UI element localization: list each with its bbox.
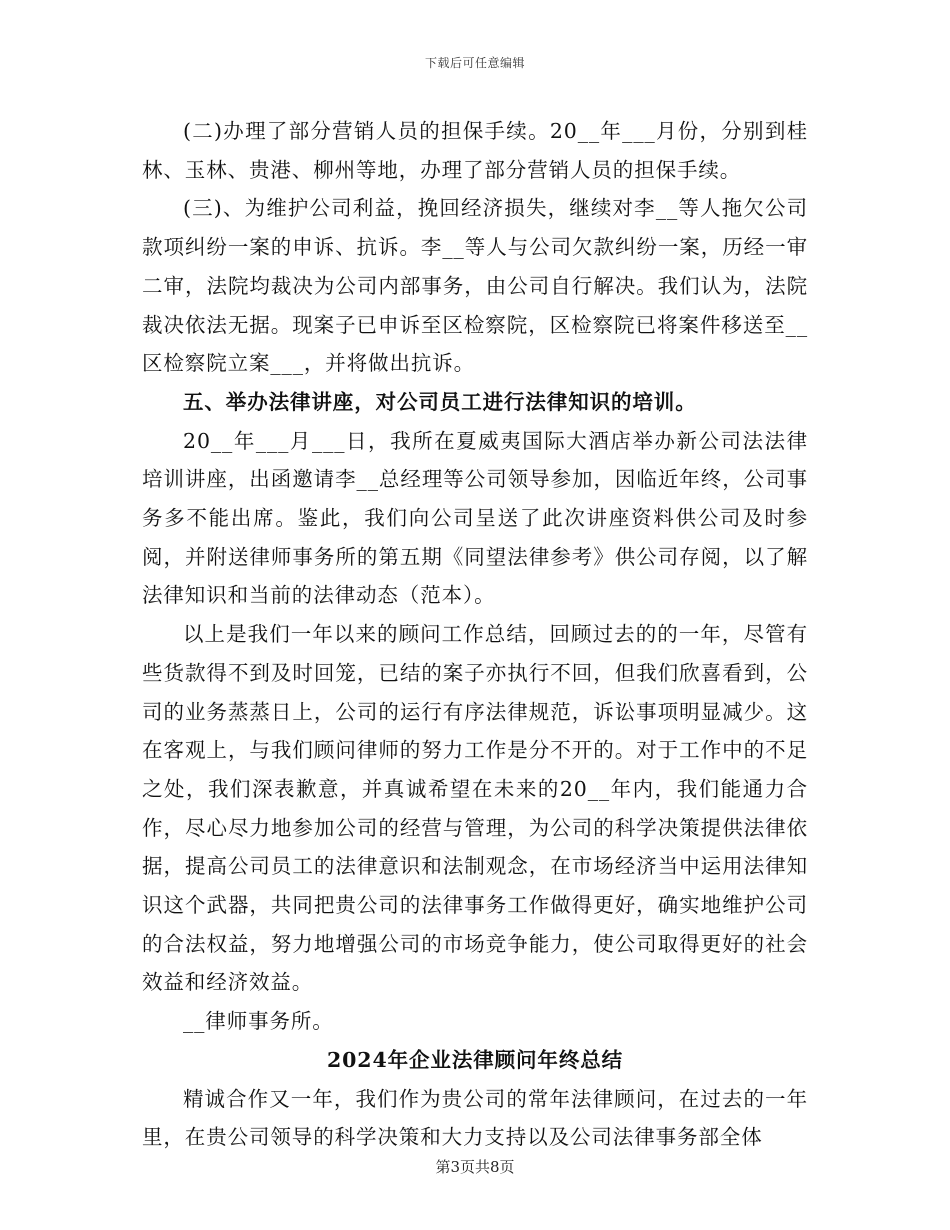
document-body [142, 112, 808, 1157]
paragraph-signature: __律师事务所。 [183, 1009, 334, 1034]
paragraph-appeal-case: (三)、为维护公司利益，挽回经济损失，继续对李__等人拖欠公司款项纠纷一案的申诉、抗诉。李__等人与公司欠款纠纷一案，历经一审二审，法院均裁决为公司内部事务，由公司自行解决。我们认为，法院裁决依法无据。现案子已申诉至区检察院，区检察院已将案件移送至__区检察院立案___，并将做出抗诉。 [142, 196, 808, 376]
page-number-footer: 第3页共8页 [435, 1158, 515, 1176]
paragraph-summary: 以上是我们一年以来的顾问工作总结，回顾过去的的一年，尽管有些货款得不到及时回笼，已结的案子亦执行不回，但我们欣喜看到，公司的业务蒸蒸日上，公司的运行有序法律规范，诉讼事项明显减少。这在客观上，与我们顾问律师的努力工作是分不开的。对于工作中的不足之处，我们深表歉意，并真诚希望在未来的20__年内，我们能通力合作，尽心尽力地参加公司的经营与管理，为公司的科学决策提供法律依据，提高公司员工的法律意识和法制观念，在市场经济当中运用法律知识这个武器，共同把贵公司的法律事务工作做得更好，确实地维护公司的合法权益，努力地增强公司的市场竞争能力，使公司取得更好的社会效益和经济效益。 [142, 622, 808, 995]
page-header: 下载后可任意编辑 [424, 56, 525, 70]
document-section-title: 2024年企业法律顾问年终总结 [326, 1047, 624, 1072]
paragraph-intro: 精诚合作又一年，我们作为贵公司的常年法律顾问，在过去的一年里，在贵公司领导的科学决策和大力支持以及公司法律事务部全体 [142, 1086, 808, 1150]
paragraph-guarantee-procedures: (二)办理了部分营销人员的担保手续。20__年___月份，分别到桂林、玉林、贵港、柳州等地，办理了部分营销人员的担保手续。 [142, 119, 808, 182]
section-heading-legal-lectures: 五、举办法律讲座，对公司员工进行法律知识的培训。 [183, 389, 697, 414]
paragraph-lecture-details: 20__年___月___日，我所在夏威夷国际大酒店举办新公司法法律培训讲座，出函邀请李__总经理等公司领导参加，因临近年终，公司事务多不能出席。鉴此，我们向公司呈送了此次讲座资料供公司及时参阅，并附送律师事务所的第五期《同望法律参考》供公司存阅，以了解法律知识和当前的法律动态（范本）。 [142, 428, 808, 608]
